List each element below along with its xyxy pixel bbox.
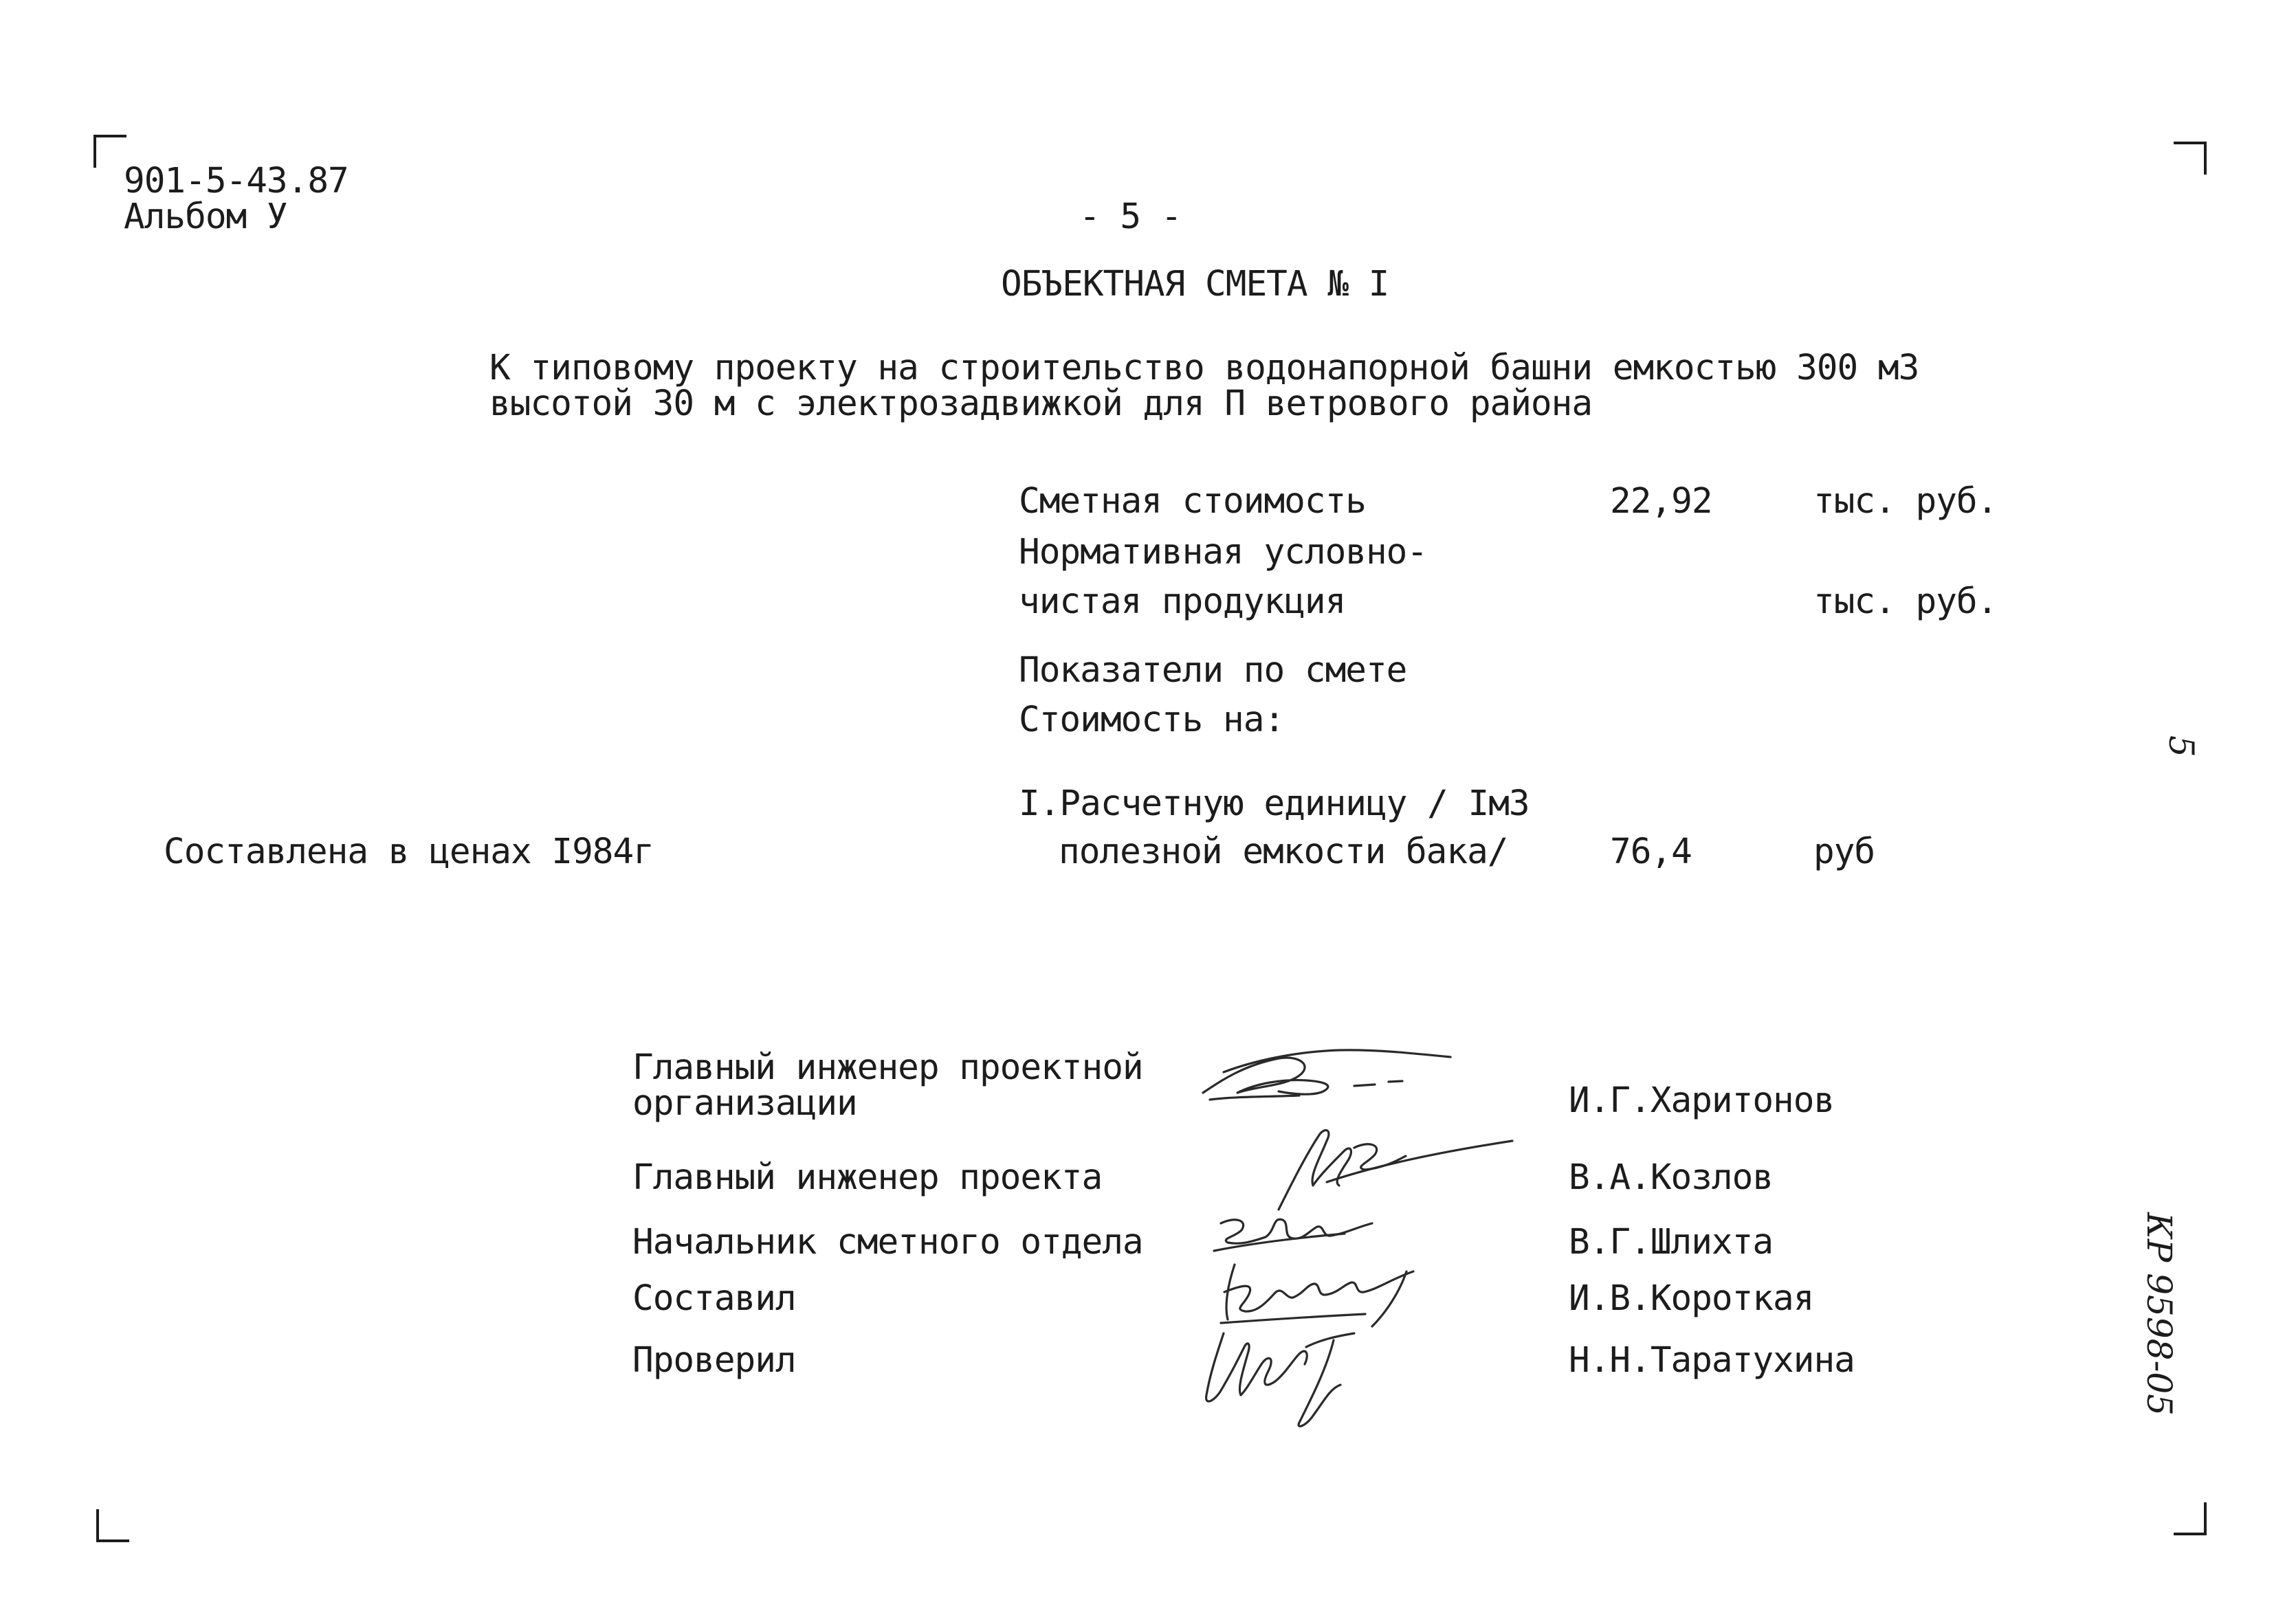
- unit-cost-label-line-1: I.Расчетную единицу / Iм3: [1019, 783, 1530, 824]
- signatory-title: Главный инженер проектной: [632, 1047, 1143, 1088]
- signatory-name: И.В.Короткая: [1569, 1278, 1814, 1319]
- estimated-cost-value: 22,92: [1610, 481, 1712, 522]
- signatory-title: Проверил: [632, 1340, 796, 1381]
- signatory-title: Главный инженер проекта: [632, 1157, 1103, 1198]
- album-label: Альбом У: [124, 197, 287, 237]
- unit-cost-label-line-2: полезной емкости бака/: [1059, 832, 1508, 872]
- signatory-name: Н.Н.Таратухина: [1569, 1340, 1855, 1381]
- signature-kharitonov: [1196, 1038, 1457, 1113]
- normative-label-line-1: Нормативная условно-: [1019, 532, 1428, 572]
- subtitle-line-1: К типовому проекту на строительство водонапорной башни емкостью 300 м3: [489, 348, 1919, 388]
- signatory-title-line-2: организации: [632, 1083, 857, 1124]
- signatory-name: В.А.Козлов: [1569, 1157, 1774, 1198]
- cost-on-label: Стоимость на:: [1019, 700, 1285, 740]
- normative-unit: тыс. руб.: [1813, 581, 1998, 622]
- indicators-label: Показатели по смете: [1019, 650, 1407, 691]
- signatory-title: Начальник сметного отдела: [632, 1222, 1143, 1263]
- signatory-name: И.Г.Харитонов: [1569, 1080, 1835, 1121]
- document-title: ОБЪЕКТНАЯ СМЕТА № I: [1001, 264, 1389, 304]
- estimated-cost-unit: тыс. руб.: [1813, 481, 1998, 522]
- frame-corner-top-right: [2174, 142, 2207, 175]
- estimated-cost-label: Сметная стоимость: [1019, 481, 1366, 522]
- page-mark-handwritten: 5: [2161, 735, 2201, 757]
- normative-label-line-2: чистая продукция: [1019, 581, 1346, 622]
- signatory-name: В.Г.Шлихта: [1569, 1222, 1774, 1263]
- document-code: 901-5-43.87: [124, 161, 349, 201]
- signature-taratukhina: [1196, 1306, 1402, 1443]
- unit-cost-unit: руб: [1813, 832, 1875, 872]
- subtitle-line-2: высотой 30 м с электрозадвижкой для П ветрового района: [489, 383, 1593, 424]
- frame-corner-bottom-right: [2174, 1502, 2207, 1535]
- archive-code-handwritten: КР 9598-05: [2139, 1212, 2179, 1416]
- frame-corner-top-left: [93, 135, 126, 168]
- unit-cost-value: 76,4: [1610, 832, 1692, 872]
- prices-note: Составлена в ценах I984г: [164, 832, 654, 872]
- frame-corner-bottom-left: [96, 1509, 129, 1542]
- page-number: - 5 -: [1079, 197, 1182, 237]
- signatory-title: Составил: [632, 1278, 796, 1319]
